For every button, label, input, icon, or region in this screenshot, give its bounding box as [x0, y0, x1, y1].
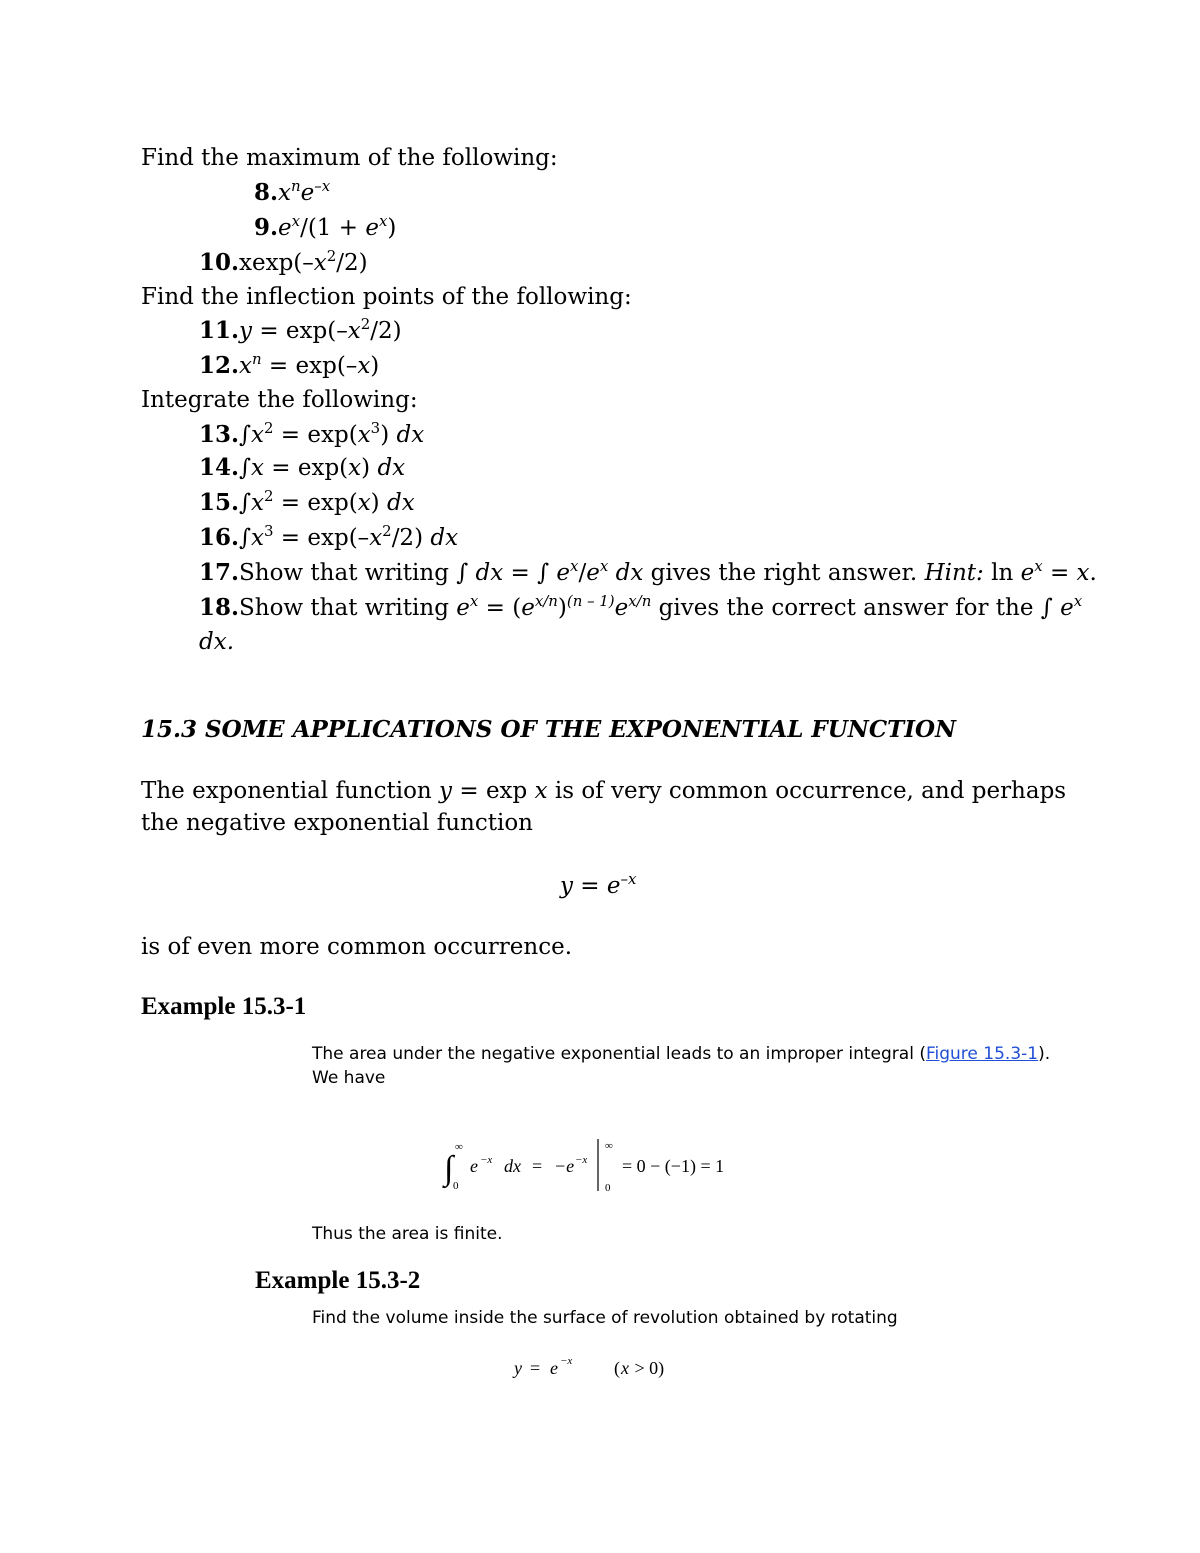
- differential: dx: [504, 1156, 521, 1176]
- expr-sup: 3: [370, 419, 381, 438]
- expr-part: = exp(: [273, 490, 358, 516]
- expr-part: = (: [478, 595, 522, 621]
- exercise-number: 14.: [199, 454, 240, 481]
- expr-part: = exp(: [273, 422, 358, 448]
- integrand-exponent: −x: [480, 1154, 493, 1166]
- expr-sup: x: [291, 212, 301, 231]
- expr-part: = exp(–: [261, 353, 358, 379]
- expr-part: ): [387, 215, 397, 241]
- expr-part: x: [347, 318, 361, 344]
- integral-equation: [440, 1135, 770, 1197]
- expr-part: = exp(–: [273, 525, 370, 551]
- expr-sup: (n – 1): [566, 592, 615, 611]
- expr-sup: 2: [382, 522, 392, 541]
- exercise-number: 18.: [199, 594, 240, 621]
- expr-part: e: [586, 560, 600, 586]
- expr-part: x: [251, 422, 264, 448]
- expr-part: dx.: [199, 629, 235, 655]
- exercise-18: [199, 593, 1082, 623]
- expr-part: x: [357, 490, 371, 516]
- text-part: is of very common occurrence, and perhaps: [547, 778, 1067, 804]
- condition-var: x: [621, 1358, 629, 1378]
- eq-equals: =: [530, 1358, 541, 1378]
- eq-lhs: y: [514, 1358, 522, 1378]
- expr-part: /2): [370, 318, 402, 344]
- expr-sup: x: [570, 557, 579, 576]
- expr-part: e: [1020, 560, 1035, 586]
- expr-part: exp(–: [252, 250, 314, 276]
- exercise-number: 16.: [199, 524, 240, 551]
- expr-part: gives the right answer.: [643, 560, 925, 586]
- expr-part: x: [313, 250, 327, 276]
- expr-part: e: [614, 595, 629, 621]
- text-part: = exp: [452, 778, 535, 804]
- lower-limit: 0: [453, 1180, 459, 1192]
- expr-part: =: [1042, 560, 1077, 586]
- exercise-9: [254, 213, 396, 243]
- expr-part: ln: [983, 560, 1021, 586]
- expr-part: /: [578, 560, 587, 586]
- expr-part: e: [1060, 595, 1074, 621]
- eq-part: =: [573, 873, 607, 899]
- eq-exponent: −x: [560, 1355, 573, 1367]
- expr-part: /2): [391, 525, 431, 551]
- exercise-14: [199, 453, 405, 483]
- expr-part: ): [361, 455, 378, 481]
- intro-integrate: Integrate the following:: [141, 387, 418, 413]
- expr-part: /(1 +: [300, 215, 366, 241]
- expr-sup: n: [291, 177, 301, 196]
- expr-part: .: [1089, 560, 1097, 586]
- text-part: y: [439, 778, 453, 804]
- eq-part: y: [560, 873, 573, 899]
- example-1-text-line-1: [312, 1042, 1050, 1066]
- exercise-13: [199, 420, 424, 450]
- integral-sign: ∫: [239, 525, 251, 551]
- section-heading: 15.3 SOME APPLICATIONS OF THE EXPONENTIAL FUNCTION: [141, 716, 957, 743]
- integral-sign: ∫: [239, 422, 251, 448]
- expr-part: ): [557, 595, 567, 621]
- expr-part: x: [251, 525, 264, 551]
- expr-part: x: [357, 422, 371, 448]
- expr-sup: x: [469, 592, 479, 611]
- expr-sup: n: [252, 350, 262, 369]
- expr-part: gives the correct answer for the ∫: [651, 595, 1061, 621]
- expr-part: e: [278, 215, 292, 241]
- intro-maximum: Find the maximum of the following:: [141, 145, 558, 171]
- expr-part: ): [370, 490, 387, 516]
- expr-sup: 2: [360, 315, 371, 334]
- exercise-number: 17.: [199, 559, 240, 586]
- expr-part: /2): [336, 250, 368, 276]
- paragraph-line-3: is of even more common occurrence.: [141, 934, 573, 960]
- paragraph-line-2: the negative exponential function: [141, 810, 533, 836]
- expr-part: e: [365, 215, 379, 241]
- expr-part: Show that writing ∫: [239, 560, 476, 586]
- expr-part: ): [380, 422, 397, 448]
- paragraph-line-1: [141, 776, 1066, 806]
- exercise-number: 10.: [199, 249, 240, 276]
- example-2-text: Find the volume inside the surface of revolution obtained by rotating: [312, 1308, 898, 1328]
- expr-part: x: [278, 180, 291, 206]
- expr-part: x: [251, 455, 264, 481]
- condition-rest: > 0): [630, 1358, 665, 1378]
- figure-link[interactable]: Figure 15.3-1: [925, 1044, 1039, 1064]
- integrand: e: [470, 1156, 478, 1176]
- expr-part: e: [556, 560, 571, 586]
- expr-sup: x/n: [534, 592, 558, 611]
- hint-label: Hint:: [924, 560, 984, 586]
- expr-part: dx: [608, 560, 644, 586]
- integral-sign: ∫: [239, 455, 251, 481]
- bar-lower-limit: 0: [605, 1182, 611, 1194]
- text-part: The area under the negative exponential leads to an improper integral (: [312, 1044, 926, 1064]
- expr-part: = exp(: [263, 455, 349, 481]
- equals-1: =: [532, 1156, 543, 1176]
- negative-term: −e: [554, 1156, 575, 1176]
- expr-part: x: [1076, 560, 1090, 586]
- integral-sign: ∫: [239, 490, 251, 516]
- expr-sup: 3: [263, 522, 274, 541]
- expr-sup: 2: [326, 247, 337, 266]
- eq-part: e: [606, 873, 621, 899]
- expr-part: e: [521, 595, 535, 621]
- eq-sup: –x: [620, 870, 637, 889]
- expr-part: e: [300, 180, 315, 206]
- expr-sup: x: [1034, 557, 1043, 576]
- result: = 0 − (−1) = 1: [622, 1156, 725, 1176]
- expr-sup: –x: [314, 177, 331, 196]
- example-1-text-line-2: We have: [312, 1068, 386, 1088]
- expr-sup: 2: [263, 419, 274, 438]
- exercise-12: [199, 351, 379, 381]
- exercise-number: 13.: [199, 421, 240, 448]
- display-equation: [560, 871, 636, 901]
- text-part: The exponential function: [141, 778, 440, 804]
- exercise-16: [199, 523, 458, 553]
- exercise-8: [254, 178, 330, 208]
- expr-part: ): [370, 353, 380, 379]
- example-1-title: Example 15.3-1: [141, 993, 307, 1020]
- exercise-number: 12.: [199, 352, 240, 379]
- expr-part: e: [456, 595, 470, 621]
- expr-part: dx: [386, 490, 415, 516]
- expr-part: dx: [430, 525, 459, 551]
- expr-part: dx: [475, 560, 504, 586]
- expr-part: x: [251, 490, 264, 516]
- expr-part: dx: [377, 455, 406, 481]
- expr-part: x: [239, 353, 252, 379]
- expr-part: x: [357, 353, 371, 379]
- expr-sup: x: [599, 557, 609, 576]
- rotation-equation: [510, 1350, 690, 1384]
- expr-sup: x: [378, 212, 388, 231]
- exercise-17: [199, 558, 1097, 588]
- integral-sign: ∫: [444, 1150, 454, 1187]
- condition-open: (: [614, 1358, 620, 1378]
- intro-inflection: Find the inflection points of the following:: [141, 284, 632, 310]
- expr-part: dx: [396, 422, 425, 448]
- expr-part: = exp(–: [252, 318, 348, 344]
- expr-part: y: [239, 318, 253, 344]
- expr-part: x: [348, 455, 362, 481]
- upper-limit: ∞: [455, 1141, 463, 1153]
- expr-sup: 2: [263, 487, 274, 506]
- expr-part: x: [369, 525, 383, 551]
- expr-sup: x/n: [628, 592, 652, 611]
- expr-part: Show that writing: [239, 595, 457, 621]
- negative-term-exponent: −x: [575, 1154, 588, 1166]
- exercise-number: 11.: [199, 317, 240, 344]
- example-1-conclusion: Thus the area is finite.: [312, 1224, 503, 1244]
- expr-part: = ∫: [503, 560, 557, 586]
- text-part: ).: [1038, 1044, 1051, 1064]
- exercise-number: 8.: [254, 179, 279, 206]
- exercise-10: [199, 248, 368, 278]
- expr-sup: x: [1073, 592, 1083, 611]
- exercise-18-continuation: [199, 627, 234, 657]
- exercise-15: [199, 488, 415, 518]
- eq-base: e: [550, 1358, 558, 1378]
- exercise-number: 15.: [199, 489, 240, 516]
- bar-upper-limit: ∞: [605, 1140, 613, 1152]
- example-2-title: Example 15.3-2: [255, 1267, 421, 1294]
- exercise-number: 9.: [254, 214, 279, 241]
- expr-part: x: [239, 250, 252, 276]
- exercise-11: [199, 316, 402, 346]
- text-part: x: [534, 778, 548, 804]
